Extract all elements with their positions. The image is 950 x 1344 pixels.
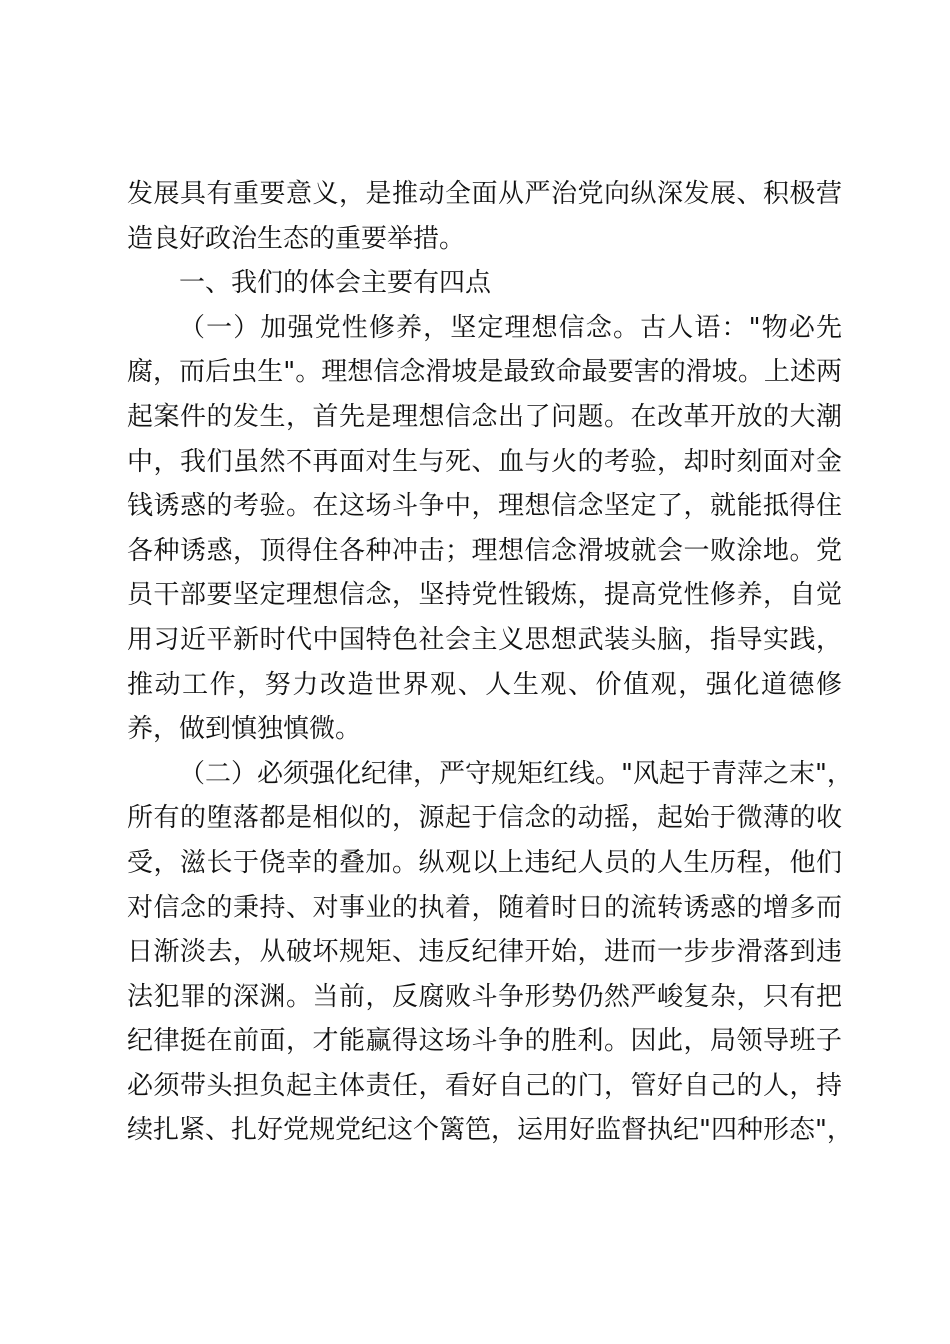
text-line: 腐，而后虫生"。理想信念滑坡是最致命最要害的滑坡。上述两	[127, 357, 842, 388]
text-line: 员干部要坚定理想信念，坚持党性锻炼，提高党性修养，自觉	[127, 580, 842, 611]
text-line: 发展具有重要意义，是推动全面从严治党向纵深发展、积极营	[127, 179, 842, 209]
text-line: 受，滋长于侥幸的叠加。纵观以上违纪人员的人生历程，他们	[127, 847, 842, 878]
text-line: 钱诱惑的考验。在这场斗争中，理想信念坚定了，就能抵得住	[127, 491, 842, 522]
text-line: 纪律挺在前面，才能赢得这场斗争的胜利。因此，局领导班子	[127, 1026, 842, 1057]
subsection-heading-line: （二）必须强化纪律，严守规矩红线。"风起于青萍之末"，	[179, 758, 853, 789]
text-line: 推动工作，努力改造世界观、人生观、价值观，强化道德修	[127, 669, 842, 700]
text-line: 法犯罪的深渊。当前，反腐败斗争形势仍然严峻复杂，只有把	[127, 981, 842, 1012]
text-line: 必须带头担负起主体责任，看好自己的门，管好自己的人，持	[127, 1070, 842, 1101]
text-line: 起案件的发生，首先是理想信念出了问题。在改革开放的大潮	[127, 401, 842, 432]
text-line: 对信念的秉持、对事业的执着，随着时日的流转诱惑的增多而	[127, 892, 842, 923]
text-line: 各种诱惑，顶得住各种冲击；理想信念滑坡就会一败涂地。党	[127, 535, 842, 566]
text-line: 续扎紧、扎好党规党纪这个篱笆，运用好监督执纪"四种形态"，	[127, 1115, 853, 1146]
text-line: 用习近平新时代中国特色社会主义思想武装头脑，指导实践，	[127, 624, 842, 655]
text-line: 日渐淡去，从破坏规矩、违反纪律开始，进而一步步滑落到违	[127, 937, 842, 968]
body-text	[127, 172, 853, 1153]
text-line: 养，做到慎独慎微。	[127, 714, 362, 745]
subsection-heading-line: （一）加强党性修养，坚定理想信念。古人语："物必先	[179, 312, 842, 343]
text-line: 所有的堕落都是相似的，源起于信念的动摇，起始于微薄的收	[127, 803, 842, 834]
section-heading: 一、我们的体会主要有四点	[179, 268, 492, 299]
text-line: 中，我们虽然不再面对生与死、血与火的考验，却时刻面对金	[127, 446, 842, 477]
text-line: 造良好政治生态的重要举措。	[127, 223, 466, 254]
